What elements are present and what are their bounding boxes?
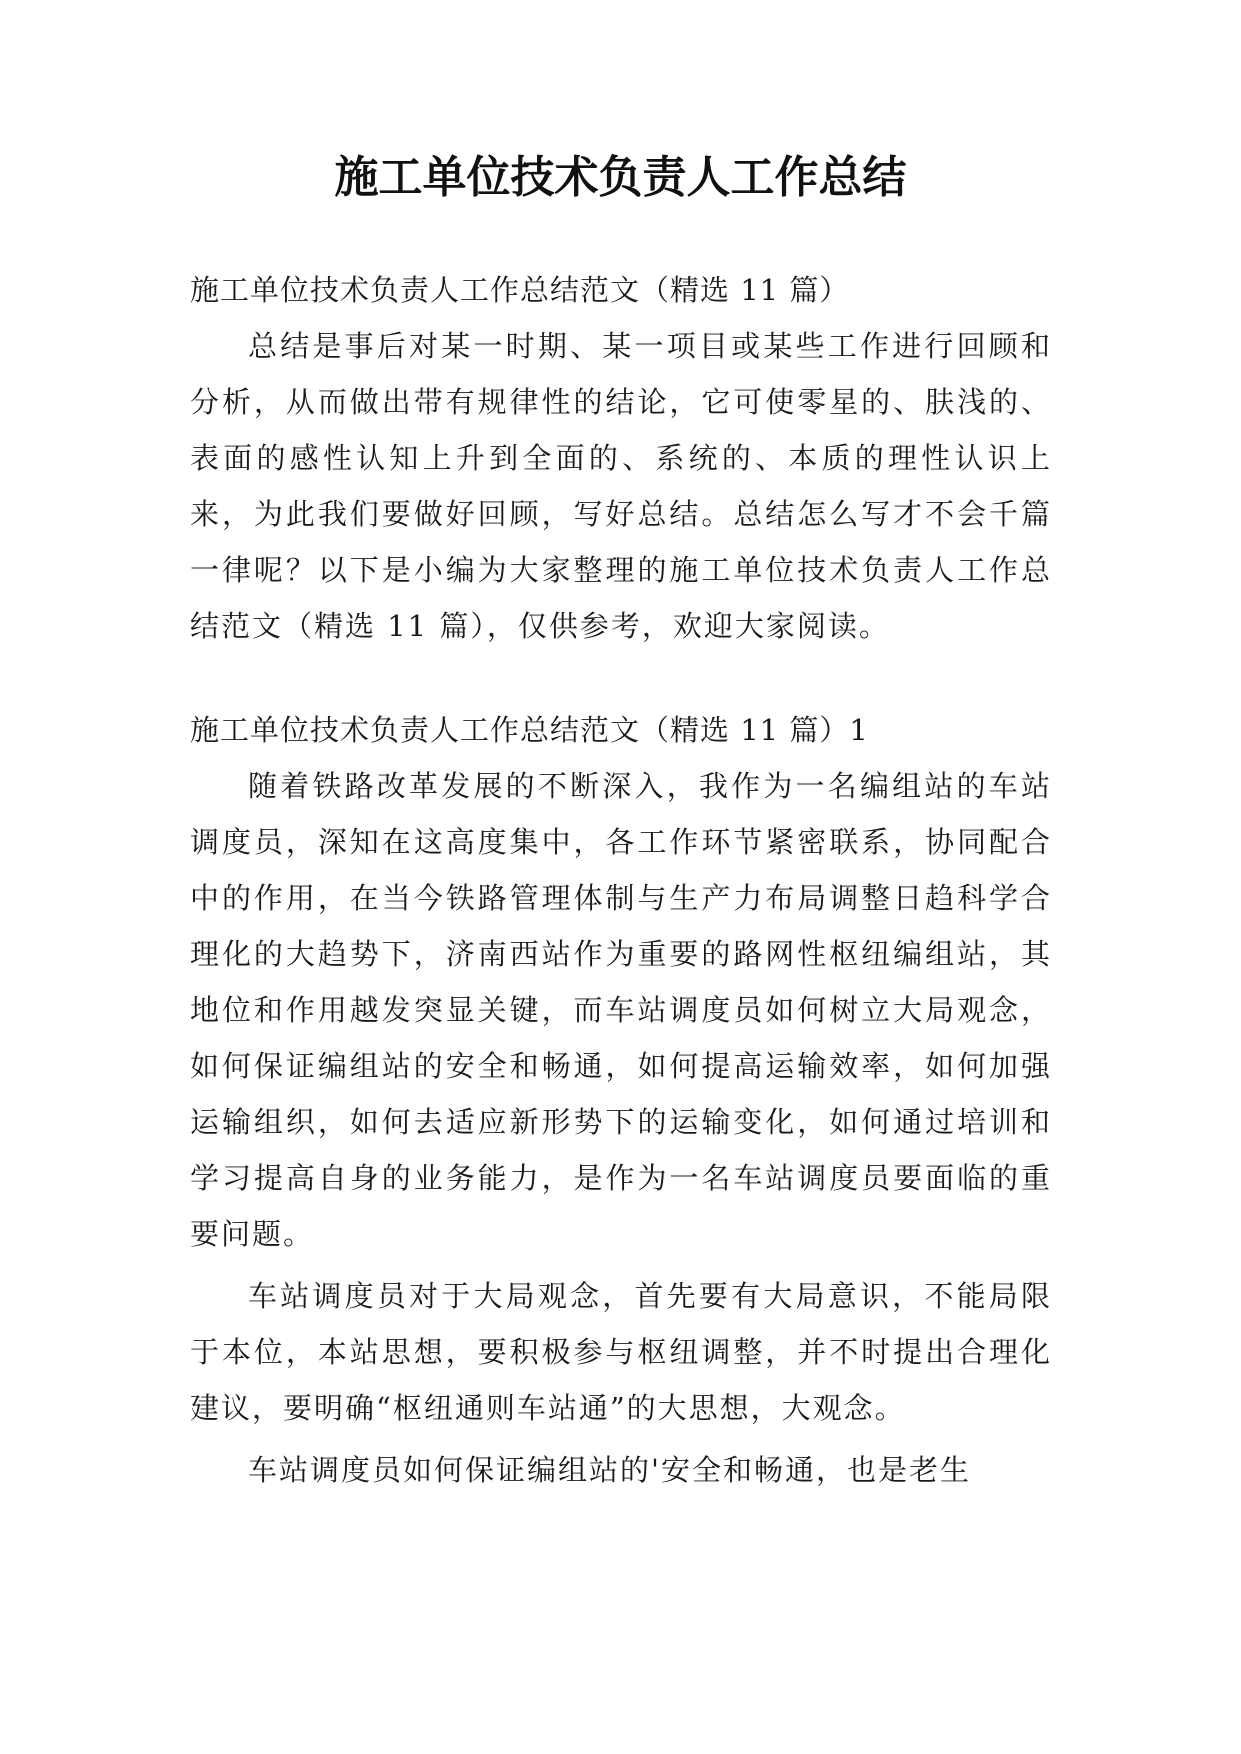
document-subtitle: 施工单位技术负责人工作总结范文（精选 11 篇）	[190, 273, 850, 307]
body-paragraph-2: 车站调度员对于大局观念，首先要有大局意识，不能局限于本位，本站思想，要积极参与枢纽调整，并不时提出合理化建议，要明确“枢纽通则车站通”的大思想，大观念。	[190, 1279, 1052, 1425]
section-spacer	[190, 654, 1052, 702]
body-paragraph-3: 车站调度员如何保证编组站的'安全和畅通，也是老生	[248, 1453, 971, 1487]
document-title: 施工单位技术负责人工作总结	[334, 152, 907, 203]
section-heading: 施工单位技术负责人工作总结范文（精选 11 篇）1	[190, 713, 869, 747]
document-body	[190, 262, 1052, 1498]
intro-paragraph: 总结是事后对某一时期、某一项目或某些工作进行回顾和分析，从而做出带有规律性的结论，它可使零星的、肤浅的、表面的感性认知上升到全面的、系统的、本质的理性认识上来，为此我们要做好回顾，写好总结。总结怎么写才不会千篇一律呢？以下是小编为大家整理的施工单位技术负责人工作总结范文（精选 11 篇），仅供参考，欢迎大家阅读。	[190, 329, 1052, 643]
body-paragraph-1: 随着铁路改革发展的不断深入，我作为一名编组站的车站调度员，深知在这高度集中，各工作环节紧密联系，协同配合中的作用，在当今铁路管理体制与生产力布局调整日趋科学合理化的大趋势下，济南西站作为重要的路网性枢纽编组站，其地位和作用越发突显关键，而车站调度员如何树立大局观念，如何保证编组站的安全和畅通，如何提高运输效率，如何加强运输组织，如何去适应新形势下的运输变化，如何通过培训和学习提高自身的业务能力，是作为一名车站调度员要面临的重要问题。	[190, 769, 1052, 1251]
